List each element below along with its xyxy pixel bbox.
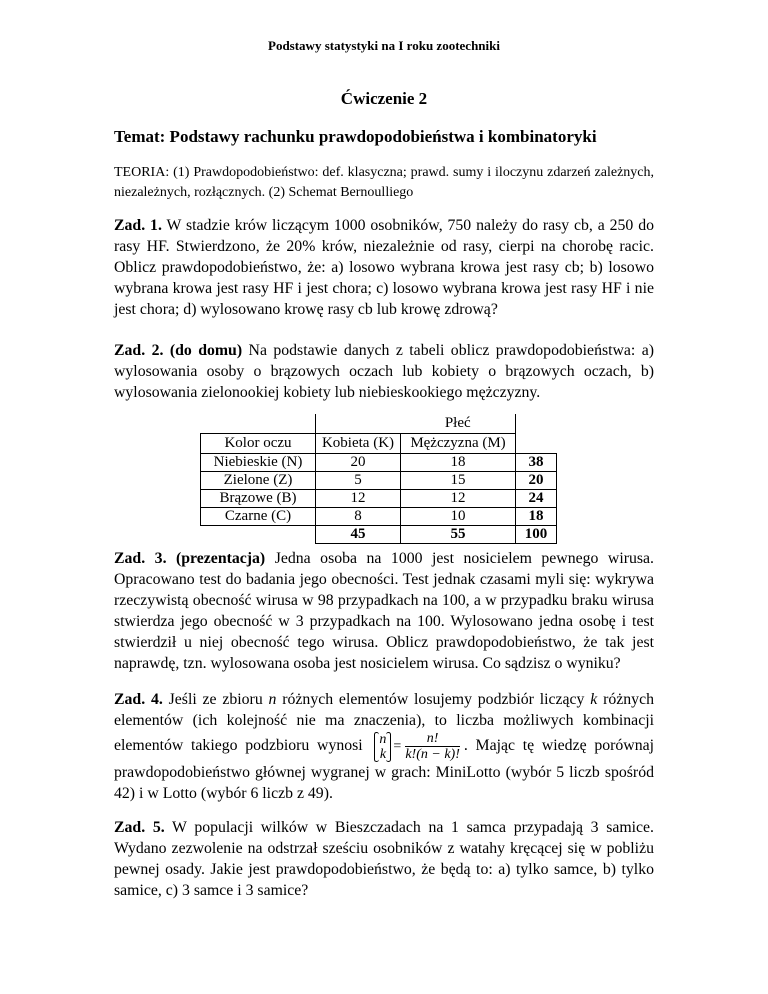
table-group-header: Płeć <box>444 415 471 431</box>
theory-paragraph: TEORIA: (1) Prawdopodobieństwo: def. klasyczna; prawd. sumy i iloczynu zdarzeń zależnych, niezależnych, rozłącznych. (2) Schemat Bernoulliego <box>114 165 654 200</box>
binomial-coefficient: n k <box>374 732 391 762</box>
table-header-kolor: Kolor oczu <box>201 434 316 454</box>
task-1-label: Zad. 1. <box>114 217 162 234</box>
exercise-title: Ćwiczenie 2 <box>340 89 428 108</box>
variable-n: n <box>268 691 277 708</box>
table-row: Niebieskie (N) 20 18 38 <box>201 454 557 472</box>
task-4: Zad. 4. Jeśli ze zbioru n różnych elementów losujemy podzbiór liczący k różnych elementów (ich kolejność nie ma znaczenia), to liczba możliwych kombinacji elementów takiego podzbioru wynosi n k = $\frac{n!}{k!(n - k)!}$ . Mając tę wiedzę porównaj prawdopodobieństwo głównej wygranej w grach: MiniLotto (wybór 5 liczb spośród 42) i w Lotto (wybór 6 liczb z 49). <box>114 691 654 802</box>
task-5-text: W populacji wilków w Bieszczadach na 1 samca przypadają 3 samice. Wydano zezwolenie na odstrzał sześciu osobników z watahy kręcącej się w pobliżu pewnej osady. Jakie jest prawdopodobieństwo, że będą to: a) tylko samce, b) tylko samice, c) 3 samce i 3 samice? <box>114 819 654 899</box>
task-2-label: Zad. 2. (do domu) <box>114 342 243 359</box>
task-5 <box>114 817 654 901</box>
table-row: Czarne (C) 8 10 18 <box>201 508 557 526</box>
table-row: Brązowe (B) 12 12 24 <box>201 490 557 508</box>
topic-heading: Temat: Podstawy rachunku prawdopodobieństwa i kombinatoryki <box>114 127 597 146</box>
task-2 <box>114 340 654 403</box>
task-1-text: W stadzie krów liczącym 1000 osobników, 750 należy do rasy cb, a 250 do rasy HF. Stwierdzono, że 20% krów, niezależnie od rasy, cierpi na chorobę racic. Oblicz prawdopodobieństwo, że: a) losowo wybrana krowa jest rasy cb; b) losowo wybrana krowa jest rasy HF i jest chora; c) losowo wybrana krowa jest rasy HF i nie jest chora; d) wylosowano krowę rasy cb lub krowę zdrową? <box>114 217 654 318</box>
task-3 <box>114 548 654 674</box>
eye-color-table <box>200 414 557 544</box>
table-header-kobieta: Kobieta (K) <box>316 434 401 454</box>
table-row: Zielone (Z) 5 15 20 <box>201 472 557 490</box>
task-3-text: Jedna osoba na 1000 jest nosicielem pewnego wirusa. Opracowano test do badania jego obecności. Test jednak czasami myli się: wykrywa rzeczywistą obecność wirusa w 98 przypadkach na 100, a w przypadku braku wirusa stwierdza jego obecność w 3 przypadkach na 100. Wylosowano jedna osobę i test stwierdził u niej obecność tego wirusa. Oblicz prawdopodobieństwo, że tak jest naprawdę, tzn. wylosowana osoba jest nosicielem wirusa. Co sądzisz o wyniku? <box>114 550 654 672</box>
table-totals-row: 45 55 100 <box>201 526 557 544</box>
factorial-fraction: $\frac{n!}{k!(n - k)!}$ <box>405 731 460 762</box>
task-2-text: Na podstawie danych z tabeli oblicz prawdopodobieństwa: a) wylosowania osoby o brązowych oczach lub kobiety o brązowych oczach, b) wylosowania zielonookiej kobiety lub niebieskookiego mężczyzny. <box>114 342 655 401</box>
variable-k: k <box>590 691 598 708</box>
running-header: Podstawy statystyki na I roku zootechniki <box>268 38 500 53</box>
table-header-mezczyzna: Mężczyzna (M) <box>401 434 516 454</box>
task-1 <box>114 215 654 320</box>
binomial-formula: n k = $\frac{n!}{k!(n - k)!}$ <box>374 731 459 762</box>
task-3-label: Zad. 3. (prezentacja) <box>114 550 266 567</box>
task-4-label: Zad. 4. <box>114 691 163 708</box>
task-5-label: Zad. 5. <box>114 819 165 836</box>
